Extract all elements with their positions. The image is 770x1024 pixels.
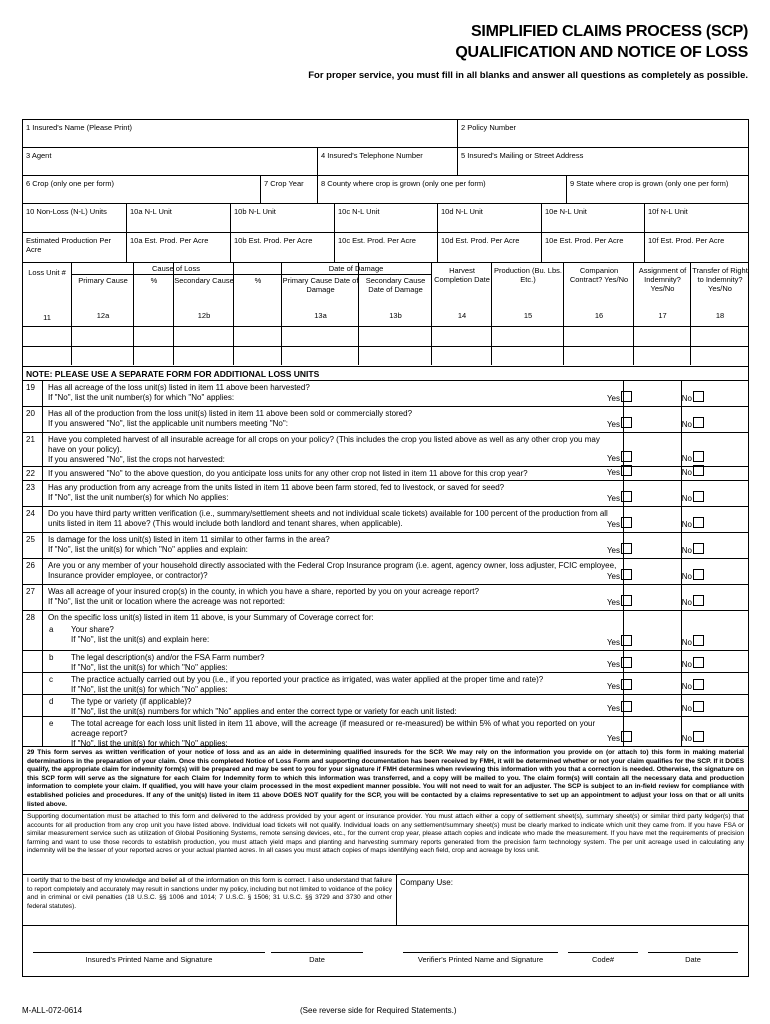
- no-checkbox[interactable]: [693, 491, 704, 502]
- sub-question-letter: a: [49, 625, 54, 634]
- loss-col-header-8: [431, 263, 492, 365]
- nl-unit-10a[interactable]: 10a N-L Unit: [126, 204, 230, 232]
- question-line: If "No", list the unit(s) numbers for which "No" applies and enter the correct type or variety for each unit listed:: [71, 707, 457, 716]
- no-label: No: [681, 520, 692, 529]
- yes-checkbox[interactable]: [621, 731, 632, 742]
- verifier-date-line[interactable]: Date: [648, 952, 738, 964]
- loss-col-title: Secondary Cause: [174, 276, 234, 285]
- loss-col-number: 12a: [96, 311, 110, 320]
- question-line: Have you completed harvest of all insurable acreage for all crops on your policy? (This includes the crop you listed above as well as any other crop you may have on your policy).: [48, 435, 600, 454]
- loss-col-title: Secondary Cause Date of Damage: [365, 276, 426, 294]
- yes-option[interactable]: [607, 635, 632, 648]
- yes-label: Yes: [606, 734, 620, 743]
- question-line: The total acreage for each loss unit listed in item 11 above, will the acreage (if measured or re-measured) be within 5% of what you reported on your acreage report?: [71, 719, 596, 738]
- row-est-prod: [23, 233, 748, 263]
- loss-col-header-3: [133, 263, 174, 365]
- county-field[interactable]: [317, 176, 566, 203]
- loss-col-header-2: [71, 263, 134, 365]
- no-label: No: [681, 420, 692, 429]
- no-label: No: [681, 704, 692, 713]
- question-line: If "No", list the unit(s) and explain here:: [71, 635, 210, 644]
- no-option[interactable]: [682, 731, 704, 744]
- question-number: 24: [26, 509, 35, 518]
- no-checkbox[interactable]: [693, 391, 704, 402]
- title-line-1: SIMPLIFIED CLAIMS PROCESS (SCP): [471, 23, 748, 40]
- question-line: If "No", list the unit(s) for which "No" applies:: [71, 685, 228, 694]
- question-21: [23, 433, 748, 467]
- question-text: [48, 587, 618, 607]
- yes-checkbox[interactable]: [621, 517, 632, 528]
- signature-area: [23, 926, 748, 976]
- est-prod-10c[interactable]: 10c Est. Prod. Per Acre: [334, 233, 437, 262]
- yes-label: Yes: [606, 546, 620, 555]
- crop-field[interactable]: [23, 176, 260, 203]
- nl-unit-10e[interactable]: 10e N-L Unit: [541, 204, 644, 232]
- loss-col-title: Transfer of Right to Indemnity? Yes/No: [692, 266, 748, 293]
- question-text: [48, 435, 618, 465]
- company-use-box[interactable]: [396, 875, 748, 925]
- reverse-side-note: (See reverse side for Required Statements.): [300, 1006, 457, 1015]
- row-nonloss-units: [23, 204, 748, 233]
- yes-checkbox[interactable]: [621, 569, 632, 580]
- question-28c: [23, 673, 748, 695]
- code-line[interactable]: Code#: [568, 952, 638, 964]
- question-text: [48, 383, 618, 403]
- question-number: 23: [26, 483, 35, 492]
- question-text: [49, 719, 619, 749]
- row-crop: [23, 176, 748, 204]
- question-text: [49, 675, 619, 695]
- question-text: [48, 409, 618, 429]
- no-option[interactable]: [682, 417, 704, 430]
- no-checkbox[interactable]: [693, 731, 704, 742]
- yes-checkbox[interactable]: [621, 635, 632, 646]
- no-label: No: [681, 638, 692, 647]
- question-line: Has any production from any acreage from the units listed in item 11 above been farm stored, fed to livestock, or saved for seed?: [48, 483, 505, 492]
- form-title: [455, 21, 748, 63]
- question-28d: [23, 695, 748, 717]
- question-line: If "No", list the unit(s) for which "No" applies and explain:: [48, 545, 248, 554]
- no-checkbox[interactable]: [693, 679, 704, 690]
- nonloss-units-label: 10 Non-Loss (N-L) Units: [26, 207, 107, 216]
- supporting-documentation: Supporting documentation must be attached to this form and delivered to the address provided by your agent or insurance provider. You must attach either a copy of settlement sheet(s), summary sheet(s) or similar third party ledger(s) that accounts for all production from any crop unit you have listed above. Individual load tickets will not qualify. Individual loads on any settlement/summary sheet(s) must be clearly marked to indicate which unit they came from. If you have FSA or similar measurement service such as utilization of Global Positioning Systems, remote sensing devices, etc., for the current crop year, please attach copies and indicate who made the measurement. If you have met the requirements of precision farming and want to use those records to establish production, you must attach yield maps and planting and harvesting summary reports generated from the precision farm technology system. The per unit acreage used in calculating any indemnity will be the lesser of your reported acres or your actual planted acres. In all cases you must attach copies of maps identifying each field, crop and acreage by loss unit.: [23, 811, 748, 875]
- est-prod-label: Estimated Production Per Acre: [26, 236, 112, 254]
- yes-checkbox[interactable]: [621, 391, 632, 402]
- loss-col-header-1: [23, 265, 71, 322]
- question-text: [49, 697, 619, 717]
- loss-col-header-10: [563, 263, 634, 365]
- question-number: 20: [26, 409, 35, 418]
- yes-label: Yes: [606, 638, 620, 647]
- loss-unit-table: [23, 263, 748, 367]
- loss-col-number: 18: [715, 311, 725, 320]
- agent-field[interactable]: [23, 148, 317, 175]
- no-checkbox[interactable]: [693, 517, 704, 528]
- loss-row-line-1: [23, 326, 748, 327]
- yes-option[interactable]: [607, 417, 632, 430]
- question-line: If you answered "No", list the applicable unit numbers meeting "No":: [48, 419, 288, 428]
- no-label: No: [681, 734, 692, 743]
- yes-option[interactable]: [607, 391, 632, 404]
- question-text: [48, 469, 618, 479]
- policy-number-label: 2 Policy Number: [461, 123, 517, 132]
- yes-checkbox[interactable]: [621, 701, 632, 712]
- no-checkbox[interactable]: [693, 451, 704, 462]
- yes-label: Yes: [606, 572, 620, 581]
- loss-col-number: 13a: [314, 311, 327, 320]
- date-of-damage-header: Date of Damage: [281, 264, 431, 275]
- loss-col-header-9: [491, 263, 564, 365]
- no-label: No: [681, 454, 692, 463]
- no-checkbox[interactable]: [693, 657, 704, 668]
- no-option[interactable]: [682, 657, 704, 670]
- question-line: Is damage for the loss unit(s) listed in item 11 similar to other farms in the area?: [48, 535, 330, 544]
- question-number: 27: [26, 587, 35, 596]
- crop-label: 6 Crop (only one per form): [26, 179, 114, 188]
- form-subtitle: For proper service, you must fill in all blanks and answer all questions as completely as possible.: [308, 70, 748, 81]
- certification-row: [23, 875, 748, 926]
- crop-year-label: 7 Crop Year: [264, 179, 304, 188]
- question-line: Do you have third party written verification (i.e., summary/settlement sheets and not individual scale tickets) available for 100 percent of the production from all units listed in item 11 above? (This would include both landlord and tenant shares, when applicable).: [48, 509, 608, 528]
- no-option[interactable]: [682, 701, 704, 714]
- question-line: If "No", list the unit(s) for which "No" applies:: [71, 739, 228, 748]
- loss-col-title: %: [150, 276, 158, 285]
- no-option[interactable]: [682, 569, 704, 582]
- loss-col-header-4: [173, 263, 234, 365]
- loss-col-title: Harvest Completion Date: [434, 266, 490, 284]
- claim-form: [22, 119, 749, 977]
- row-agent: [23, 148, 748, 176]
- est-prod-10d[interactable]: 10d Est. Prod. Per Acre: [437, 233, 541, 262]
- question-28a: [23, 623, 748, 651]
- loss-col-number: 15: [523, 311, 533, 320]
- county-label: 8 County where crop is grown (only one per form): [321, 179, 486, 188]
- question-line: If "No", list the unit or location where the acreage was not reported:: [48, 597, 285, 606]
- question-text: On the specific loss unit(s) listed in item 11 above, is your Summary of Coverage correct for:: [48, 613, 374, 622]
- no-option[interactable]: [682, 543, 704, 556]
- question-19: [23, 381, 748, 407]
- yes-checkbox[interactable]: [621, 595, 632, 606]
- est-prod-10e[interactable]: 10e Est. Prod. Per Acre: [541, 233, 644, 262]
- question-24: [23, 507, 748, 533]
- question-line: If "No", list the unit number(s) for which "No" applies:: [48, 393, 235, 402]
- question-line: Has all acreage of the loss unit(s) listed in item 11 above been harvested?: [48, 383, 310, 392]
- yes-option[interactable]: [607, 569, 632, 582]
- loss-col-header-7: [358, 263, 432, 365]
- question-23: [23, 481, 748, 507]
- question-line: Has all of the production from the loss unit(s) listed in item 11 above been sold or commercially stored?: [48, 409, 413, 418]
- loss-col-number: 11: [43, 313, 51, 322]
- no-label: No: [681, 660, 692, 669]
- no-option[interactable]: [682, 491, 704, 504]
- yes-checkbox[interactable]: [621, 451, 632, 462]
- yes-option[interactable]: [607, 679, 632, 692]
- question-line: Are you or any member of your household directly associated with the Federal Crop Insurance program (i.e. agent, agency owner, loss adjuster, FCIC employee, Insurance provider employee, or contractor)?: [48, 561, 617, 580]
- question-28b: [23, 651, 748, 673]
- question-22: [23, 467, 748, 481]
- no-label: No: [681, 598, 692, 607]
- nl-unit-10c[interactable]: 10c N-L Unit: [334, 204, 437, 232]
- agent-label: 3 Agent: [26, 151, 52, 160]
- est-prod-10b[interactable]: 10b Est. Prod. Per Acre: [230, 233, 334, 262]
- no-label: No: [681, 546, 692, 555]
- yes-checkbox[interactable]: [621, 679, 632, 690]
- no-option[interactable]: [682, 517, 704, 530]
- yes-checkbox[interactable]: [621, 465, 632, 476]
- address-field[interactable]: [457, 148, 748, 175]
- no-option[interactable]: [682, 465, 704, 478]
- question-line: If "No", list the unit number(s) for which No applies:: [48, 493, 229, 502]
- yes-option[interactable]: [607, 543, 632, 556]
- yes-option[interactable]: [607, 701, 632, 714]
- policy-number-field[interactable]: [457, 120, 748, 147]
- yes-option[interactable]: [607, 451, 632, 464]
- yes-label: Yes: [606, 660, 620, 669]
- est-prod-10a[interactable]: 10a Est. Prod. Per Acre: [126, 233, 230, 262]
- no-checkbox[interactable]: [693, 417, 704, 428]
- no-checkbox[interactable]: [693, 595, 704, 606]
- state-label: 9 State where crop is grown (only one per form): [570, 179, 729, 188]
- no-option[interactable]: [682, 391, 704, 404]
- no-option[interactable]: [682, 595, 704, 608]
- loss-col-title: Primary Cause: [78, 276, 128, 285]
- yes-label: Yes: [606, 494, 620, 503]
- yes-checkbox[interactable]: [621, 417, 632, 428]
- yes-option[interactable]: [607, 657, 632, 670]
- state-field[interactable]: [566, 176, 748, 203]
- cause-of-loss-header: Cause of Loss: [71, 264, 281, 275]
- question-text: [48, 535, 618, 555]
- loss-col-title: Primary Cause Date of Damage: [282, 276, 359, 294]
- loss-col-number: 13b: [389, 311, 402, 320]
- yes-checkbox[interactable]: [621, 491, 632, 502]
- loss-col-title: Companion Contract? Yes/No: [569, 266, 629, 284]
- loss-row-line-2: [23, 346, 748, 347]
- no-checkbox[interactable]: [693, 543, 704, 554]
- sub-question-letter: d: [49, 697, 54, 706]
- insured-date-line[interactable]: Date: [271, 952, 363, 964]
- loss-col-header-12: [690, 263, 749, 365]
- form-id: M-ALL-072-0614: [22, 1006, 83, 1015]
- no-checkbox[interactable]: [693, 701, 704, 712]
- question-text: [49, 625, 619, 645]
- yes-option[interactable]: [607, 491, 632, 504]
- question-line: If you answered "No", list the crops not harvested:: [48, 455, 225, 464]
- yes-label: Yes: [606, 394, 620, 403]
- question-26: [23, 559, 748, 585]
- loss-col-number: 17: [658, 311, 667, 320]
- yes-checkbox[interactable]: [621, 543, 632, 554]
- verifier-signature-line[interactable]: Verifier's Printed Name and Signature: [403, 952, 558, 964]
- crop-year-field[interactable]: [260, 176, 317, 203]
- title-line-2: QUALIFICATION AND NOTICE OF LOSS: [455, 44, 748, 61]
- no-option[interactable]: [682, 451, 704, 464]
- yes-label: Yes: [606, 520, 620, 529]
- loss-col-number: 14: [457, 311, 467, 320]
- sub-question-letter: e: [49, 719, 54, 728]
- loss-col-title: Production (Bu. Lbs. Etc.): [494, 266, 562, 284]
- loss-col-title: Assignment of Indemnity? Yes/No: [638, 266, 687, 293]
- insured-signature-line[interactable]: Insured's Printed Name and Signature: [33, 952, 265, 964]
- questions-section: [23, 381, 748, 747]
- no-label: No: [681, 468, 692, 477]
- loss-col-number: 12b: [197, 311, 211, 320]
- question-line: The type or variety (if applicable)?: [71, 697, 192, 706]
- no-option[interactable]: [682, 679, 704, 692]
- loss-col-title: %: [254, 276, 262, 285]
- no-label: No: [681, 682, 692, 691]
- yes-label: Yes: [606, 454, 620, 463]
- sub-question-letter: b: [49, 653, 54, 662]
- question-number: 22: [26, 469, 35, 478]
- nl-unit-10f[interactable]: 10f N-L Unit: [644, 204, 748, 232]
- question-line: If you answered "No" to the above question, do you anticipate loss units for any other crop not listed in item 11 above for this crop year?: [48, 469, 528, 478]
- note-additional-units: NOTE: PLEASE USE A SEPARATE FORM FOR ADDITIONAL LOSS UNITS: [23, 367, 748, 381]
- no-checkbox[interactable]: [693, 569, 704, 580]
- est-prod-10f[interactable]: 10f Est. Prod. Per Acre: [644, 233, 748, 262]
- yes-option[interactable]: [607, 731, 632, 744]
- question-text: [48, 561, 618, 581]
- nl-unit-10b[interactable]: 10b N-L Unit: [230, 204, 334, 232]
- address-label: 5 Insured's Mailing or Street Address: [461, 151, 584, 160]
- yes-label: Yes: [606, 598, 620, 607]
- loss-col-header-5: [233, 263, 282, 365]
- yes-option[interactable]: [607, 595, 632, 608]
- question-line: If "No", list the unit(s) for which "No" applies:: [71, 663, 228, 672]
- yes-label: Yes: [606, 682, 620, 691]
- question-28-intro: [23, 611, 748, 623]
- insured-name-field[interactable]: [23, 120, 457, 147]
- loss-col-header-11: [633, 263, 691, 365]
- question-line: Was all acreage of your insured crop(s) in the county, in which you have a share, reported by you on your acreage report?: [48, 587, 479, 596]
- yes-label: Yes: [606, 468, 620, 477]
- no-label: No: [681, 394, 692, 403]
- yes-label: Yes: [606, 420, 620, 429]
- question-number: 28: [26, 613, 35, 622]
- question-number: 19: [26, 383, 35, 392]
- row-insured: [23, 120, 748, 148]
- yes-checkbox[interactable]: [621, 657, 632, 668]
- question-line: Your share?: [71, 625, 114, 634]
- no-label: No: [681, 572, 692, 581]
- yes-label: Yes: [606, 704, 620, 713]
- question-number: 21: [26, 435, 35, 444]
- no-option[interactable]: [682, 635, 704, 648]
- question-line: The practice actually carried out by you (i.e., if you reported your practice as irrigated, was water applied at the proper time and rate)?: [71, 675, 544, 684]
- question-28e: [23, 717, 748, 747]
- question-text: [49, 653, 619, 673]
- telephone-field[interactable]: [317, 148, 457, 175]
- question-number: 26: [26, 561, 35, 570]
- insured-name-label: 1 Insured's Name (Please Print): [26, 123, 133, 132]
- sub-question-letter: c: [49, 675, 53, 684]
- no-label: No: [681, 494, 692, 503]
- company-use-label: Company Use:: [400, 878, 453, 887]
- nl-unit-10d[interactable]: 10d N-L Unit: [437, 204, 541, 232]
- loss-col-title: Loss Unit #: [28, 268, 66, 277]
- telephone-label: 4 Insured's Telephone Number: [321, 151, 423, 160]
- question-27: [23, 585, 748, 611]
- no-checkbox[interactable]: [693, 635, 704, 646]
- yes-option[interactable]: [607, 517, 632, 530]
- question-number: 25: [26, 535, 35, 544]
- yes-option[interactable]: [607, 465, 632, 478]
- no-checkbox[interactable]: [693, 465, 704, 476]
- paragraph-29: 29 This form serves as written verification of your notice of loss and as an aide in determining qualified insureds for the SCP. We may rely on the information you provide on (or attach to) this form in making material determinations in the preparation of your claim. Once this completed Notice of Loss Form and supporting documentation has been received by FMH, it will be determined whether or not your claim qualifies for the SCP. If it DOES qualify, the appropriate claim for indemnity form(s) will be prepared and may be sent to you for your signature if FMH determines when reviewing this information with you that a correction is needed. Otherwise, the signature on this SCP form will serve as the signature for each Claim for Indemnity form to which this information was transferred, and a copy will be mailed to you. The claim form(s) will contain all the necessary data and production information to complete your claim. If qualified, you will have your claim processed in the most expedient manner possible. You will not need to wait for an adjuster. The SCP is subject to an in-field review for compliance with established policies and procedures. If any of the unit(s) listed in item 11 above DOES NOT qualify for the SCP, you will be contacted by a claims representative to set up an appointment to adjust your loss on that or all units listed above.: [23, 747, 748, 811]
- loss-col-number: 16: [594, 311, 604, 320]
- question-text: [48, 509, 618, 529]
- question-20: [23, 407, 748, 433]
- certification-text: I certify that to the best of my knowledge and belief all of the information on this form is correct. I also understand that failure to report completely and accurately may result in sanctions under my policy, including but not limited to voidance of the policy and in criminal or civil penalties (18 U.S.C. §§ 1006 and 1014; 7 U.S.C. § 1506; 31 U.S.C. §§ 3729 and 3730 and other federal statutes).: [27, 877, 392, 910]
- question-25: [23, 533, 748, 559]
- loss-col-header-6: [281, 263, 359, 365]
- question-line: The legal description(s) and/or the FSA Farm number?: [71, 653, 265, 662]
- question-text: [48, 483, 618, 503]
